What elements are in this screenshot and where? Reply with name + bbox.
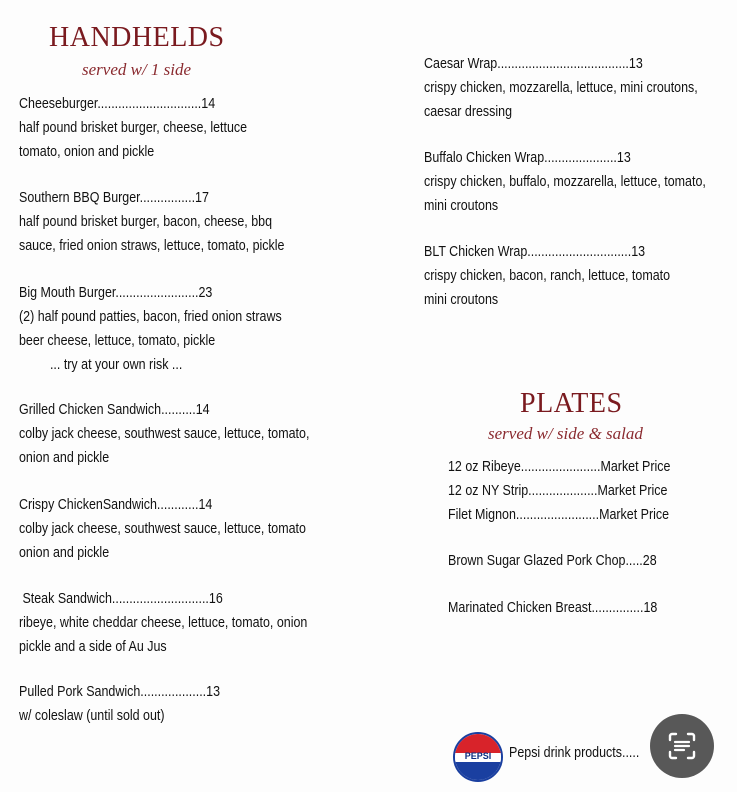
menu-item-crispy-chicken-sandwich bbox=[19, 493, 306, 565]
item-desc: sauce, fried onion straws, lettuce, tomato, pickle bbox=[19, 238, 285, 254]
menu-item-big-mouth-burger bbox=[19, 281, 282, 377]
item-title: Big Mouth Burger........................23 bbox=[19, 285, 213, 301]
menu-item-caesar-wrap bbox=[424, 52, 698, 124]
menu-item-ribeye: 12 oz Ribeye.......................Market Price bbox=[448, 459, 671, 475]
item-desc: pickle and a side of Au Jus bbox=[19, 639, 167, 655]
item-title: Cheeseburger..............................14 bbox=[19, 96, 216, 112]
item-desc: onion and pickle bbox=[19, 450, 110, 466]
item-title: Marinated Chicken Breast...............18 bbox=[448, 600, 658, 616]
menu-item-ny-strip: 12 oz NY Strip....................Market Price bbox=[448, 483, 668, 499]
pepsi-drinks-note: Pepsi drink products..... bbox=[509, 745, 640, 761]
item-title: Brown Sugar Glazed Pork Chop.....28 bbox=[448, 553, 657, 569]
item-desc: tomato, onion and pickle bbox=[19, 144, 155, 160]
item-desc: half pound brisket burger, bacon, cheese, bbq bbox=[19, 214, 273, 230]
item-desc: mini croutons bbox=[424, 292, 499, 308]
item-desc: (2) half pound patties, bacon, fried onion straws bbox=[19, 309, 282, 325]
menu-item-southern-bbq-burger bbox=[19, 186, 284, 258]
pepsi-logo-text: PEPSI bbox=[464, 751, 492, 761]
handhelds-subtitle: served w/ 1 side bbox=[82, 60, 192, 79]
item-title: BLT Chicken Wrap..............................13 bbox=[424, 244, 646, 260]
menu-item-grilled-chicken-sandwich bbox=[19, 398, 309, 470]
menu-item-blt-chicken-wrap bbox=[424, 240, 670, 312]
document-scan-button[interactable] bbox=[650, 714, 714, 778]
document-scan-icon bbox=[666, 730, 698, 762]
item-desc: crispy chicken, bacon, ranch, lettuce, tomato bbox=[424, 268, 671, 284]
item-desc: ribeye, white cheddar cheese, lettuce, tomato, onion bbox=[19, 615, 308, 631]
menu-item-filet-mignon: Filet Mignon........................Market Price bbox=[448, 507, 670, 523]
item-title: Steak Sandwich............................16 bbox=[19, 591, 223, 607]
plates-steaks-list bbox=[448, 455, 670, 527]
plates-subtitle: served w/ side & salad bbox=[488, 424, 643, 443]
handhelds-heading: HANDHELDS bbox=[49, 22, 225, 53]
item-desc: colby jack cheese, southwest sauce, lettuce, tomato bbox=[19, 521, 306, 537]
menu-item-pulled-pork-sandwich bbox=[19, 680, 220, 728]
menu-item-chicken-breast bbox=[448, 596, 657, 620]
pepsi-logo bbox=[453, 732, 503, 782]
item-desc: colby jack cheese, southwest sauce, lettuce, tomato, bbox=[19, 426, 310, 442]
menu-item-buffalo-chicken-wrap bbox=[424, 146, 706, 218]
item-title: Crispy ChickenSandwich............14 bbox=[19, 497, 213, 513]
menu-item-pork-chop bbox=[448, 549, 657, 573]
menu-item-steak-sandwich bbox=[19, 587, 307, 659]
item-title: Southern BBQ Burger................17 bbox=[19, 190, 209, 206]
plates-heading: PLATES bbox=[520, 388, 623, 419]
item-desc: crispy chicken, mozzarella, lettuce, mini croutons, bbox=[424, 80, 698, 96]
item-desc: caesar dressing bbox=[424, 104, 513, 120]
item-title: Pulled Pork Sandwich...................13 bbox=[19, 684, 221, 700]
item-desc: w/ coleslaw (until sold out) bbox=[19, 708, 165, 724]
item-title: Buffalo Chicken Wrap.....................13 bbox=[424, 150, 631, 166]
item-desc: half pound brisket burger, cheese, lettuce bbox=[19, 120, 248, 136]
item-title: Caesar Wrap......................................13 bbox=[424, 56, 643, 72]
item-desc: mini croutons bbox=[424, 198, 499, 214]
item-title: Grilled Chicken Sandwich..........14 bbox=[19, 402, 210, 418]
menu-item-cheeseburger bbox=[19, 92, 247, 164]
item-desc: onion and pickle bbox=[19, 545, 110, 561]
item-desc: beer cheese, lettuce, tomato, pickle bbox=[19, 333, 216, 349]
item-note: ... try at your own risk ... bbox=[49, 357, 183, 373]
item-desc: crispy chicken, buffalo, mozzarella, lettuce, tomato, bbox=[424, 174, 706, 190]
